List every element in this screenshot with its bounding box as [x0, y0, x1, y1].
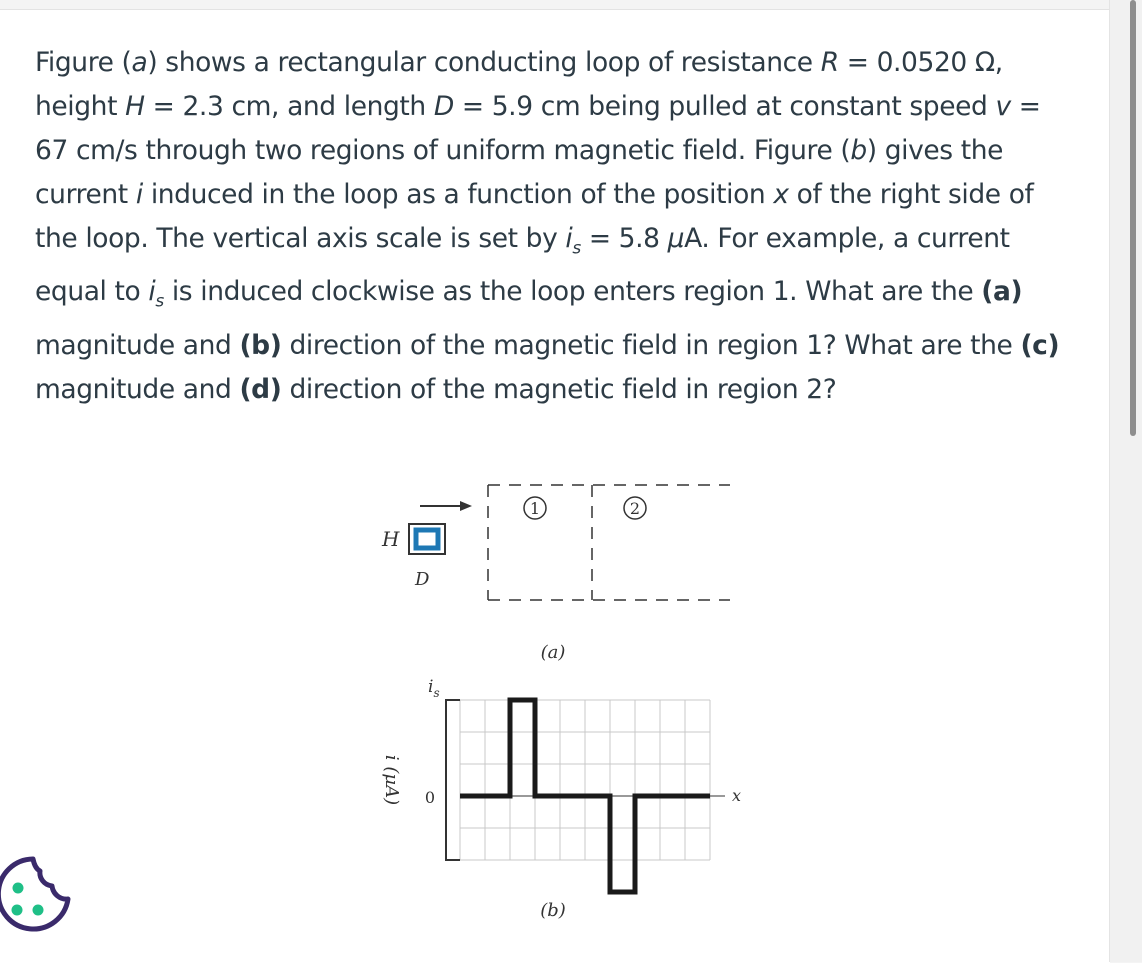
question-segment: D	[433, 91, 454, 122]
question-segment: = 5.8	[580, 223, 668, 254]
question-segment: ) gives the current	[35, 135, 1004, 210]
question-segment: v	[995, 91, 1011, 122]
y-axis	[446, 700, 460, 860]
label-h: H	[382, 527, 400, 551]
question-segment: (a)	[981, 276, 1023, 308]
question-segment: (b)	[239, 329, 282, 361]
question-segment: = 2.3 cm, and length	[144, 91, 434, 122]
question-segment: i	[565, 223, 573, 254]
question-segment: a	[131, 47, 148, 78]
question-segment: (d)	[239, 373, 282, 405]
question-segment: Figure (	[35, 47, 132, 78]
question-segment: A. For example, a current equal to	[35, 223, 1010, 308]
question-segment: = 67 cm/s through two regions of uniform magnetic field. Figure (	[35, 91, 1041, 166]
question-segment: b	[850, 135, 867, 166]
question-segment: (c)	[1020, 329, 1060, 361]
question-segment: i	[135, 179, 143, 210]
x-axis-label: x	[732, 786, 742, 805]
question-segment: is induced clockwise as the loop enters region 1. What are the	[163, 276, 982, 308]
question-segment: magnitude and	[35, 373, 240, 405]
caption-b: (b)	[540, 900, 566, 921]
plot-grid	[460, 700, 710, 860]
conducting-loop	[416, 530, 438, 548]
cookie-settings-button[interactable]	[0, 853, 74, 935]
caption-a: (a)	[540, 642, 566, 663]
question-segment: of the right side of the loop. The vertical axis scale is set by	[35, 179, 1034, 254]
scrollbar[interactable]	[1109, 0, 1142, 962]
cookie-icon	[0, 853, 74, 935]
question-segment: = 5.9 cm being pulled at constant speed	[453, 91, 996, 122]
region-1-label: 1	[529, 499, 541, 518]
question-segment: s	[155, 291, 164, 312]
question-segment: H	[125, 91, 145, 122]
question-segment: μ	[667, 223, 685, 254]
question-segment: induced in the loop as a function of the position	[142, 179, 774, 210]
y-axis-label: i (μA)	[381, 754, 402, 806]
question-segment: direction of the magnetic field in region 1? What are the	[281, 329, 1021, 361]
question-segment: R	[820, 47, 839, 78]
question-segment: = 0.0520 Ω, height	[35, 47, 1003, 122]
figure-b	[381, 677, 741, 921]
figure-a	[381, 485, 730, 663]
label-d: D	[415, 569, 430, 590]
y-tick-zero: 0	[424, 788, 436, 807]
question-segment: s	[572, 238, 581, 259]
y-tick-is: $i_s$	[428, 677, 440, 700]
region-2-label: 2	[629, 499, 641, 518]
question-segment: x	[773, 179, 789, 210]
figure	[360, 470, 760, 940]
question-segment: direction of the magnetic field in region 2?	[281, 373, 837, 405]
question-segment: magnitude and	[35, 329, 240, 361]
scrollbar-thumb[interactable]	[1130, 0, 1136, 436]
question-segment: ) shows a rectangular conducting loop of resistance	[147, 47, 821, 78]
question-text	[35, 41, 1080, 412]
arrow-right-icon	[460, 501, 472, 511]
question-segment: i	[148, 276, 156, 308]
